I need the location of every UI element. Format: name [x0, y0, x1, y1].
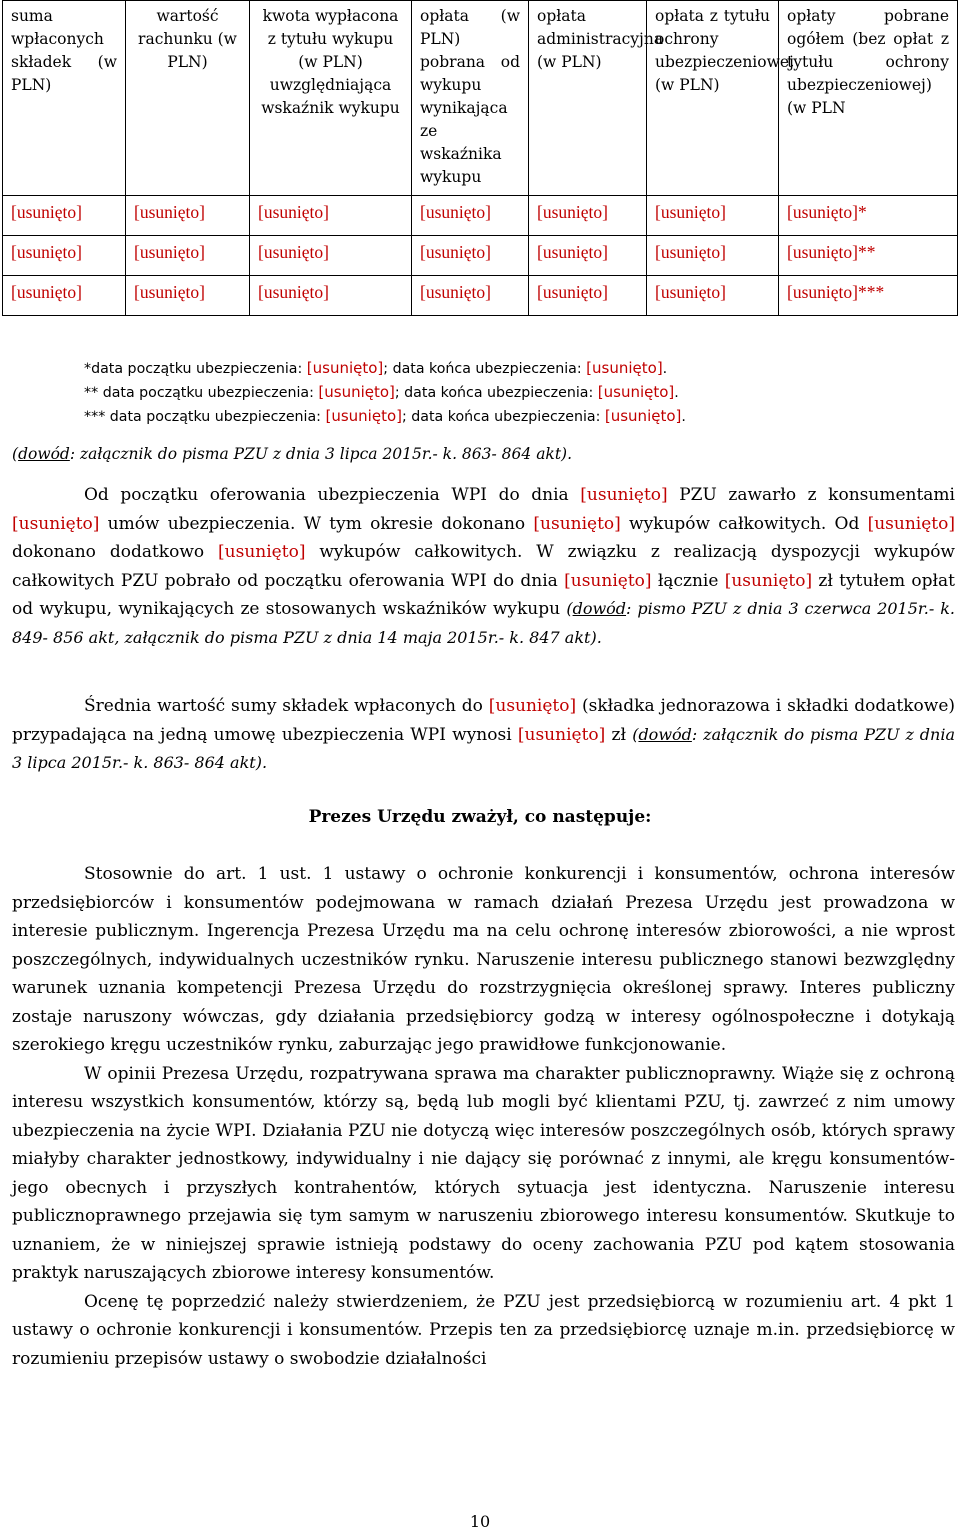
page-number: 10 — [469, 1512, 491, 1531]
header-total-fees: opłaty pobrane ogółem (bez opłat z tytułu ochrony ubezpieczeniowej) (w PLN — [779, 1, 958, 196]
paragraph-5: Ocenę tę poprzedzić należy stwierdzeniem, że PZU jest przedsiębiorcą w rozumieniu art. 4 pkt 1 ustawy o ochronie konkurencji i konsumentów. Przepis ten za przedsiębiorcę uznaje m.in. przedsiębiorcę w rozumieniu przepisów ustawy o swobodzie działalności — [12, 1291, 955, 1369]
footnote: ** data początku ubezpieczenia: [usunięto]; data końca ubezpieczenia: [usunięto]. — [84, 383, 679, 401]
table-cell: [usunięto] — [3, 276, 126, 316]
paragraph-2: Średnia wartość sumy składek wpłaconych do [usunięto] (składka jednorazowa i składki dodatkowe) przypadająca na jedną umowę ubezpieczenia WPI wynosi [usunięto] zł (dowód: załącznik do pisma PZU z dnia 3 lipca 2015r.- k. 863- 864 akt). — [12, 696, 956, 772]
paragraph-4: W opinii Prezesa Urzędu, rozpatrywana sprawa ma charakter publicznoprawny. Wiąże się z ochroną interesu wszystkich konsumentów, którzy są, będą lub mogli być klientami PZU, tj. zawrzeć z nim umowy ubezpieczenia na życie WPI. Działania PZU nie dotyczą więc interesów poszczególnych osób, których sprawy miałyby charakter jednostkowy, indywidualny i nie dający się porównać z innymi, ale kręgu konsumentów-jego obecnych i przyszłych kontrahentów, których sytuacja jest identyczna. Naruszenie interesu publicznoprawnego przejawia się tym samym w naruszeniu zbiorowego interesu konsumentów. Skutkuje to uznaniem, że w niniejszej sprawie istnieją podstawy do oceny zachowania PZU pod kątem stosowania praktyk naruszających zbiorowe interesy konsumentów. — [12, 1063, 955, 1283]
table-cell: [usunięto] — [412, 236, 529, 276]
table-row — [3, 276, 958, 316]
table-cell: [usunięto] — [529, 196, 647, 236]
header-sum-premiums: suma wpłaconych składek (w PLN) — [3, 1, 126, 196]
table-cell: [usunięto]** — [779, 236, 958, 276]
table-cell: [usunięto] — [529, 276, 647, 316]
table-cell: [usunięto] — [647, 196, 779, 236]
header-surrender-fee: opłata (w PLN) pobrana od wykupu wynikająca ze wskaźnika wykupu — [412, 1, 529, 196]
header-admin-fee: opłata administracyjna (w PLN) — [529, 1, 647, 196]
table-cell: [usunięto] — [126, 236, 250, 276]
paragraph-1: Od początku oferowania ubezpieczenia WPI do dnia [usunięto] PZU zawarło z konsumentami [usunięto] umów ubezpieczenia. W tym okresie dokonano [usunięto] wykupów całkowitych. Od [usunięto] dokonano dodatkowo [usunięto] wykupów całkowitych. W związku z realizacją dyspozycji wykupów całkowitych PZU pobrało od początku oferowania WPI do dnia [usunięto] łącznie [usunięto] zł tytułem opłat od wykupu, wynikających ze stosowanych wskaźników wykupu (dowód: pismo PZU z dnia 3 czerwca 2015r.- k. 849- 856 akt, załącznik do pisma PZU z dnia 14 maja 2015r.- k. 847 akt). — [12, 485, 955, 647]
table-cell: [usunięto] — [250, 236, 412, 276]
paragraph-3: Stosownie do art. 1 ust. 1 ustawy o ochronie konkurencji i konsumentów, ochrona interesów przedsiębiorców i konsumentów podejmowana w ramach działań Prezesa Urzędu jest prowadzona w interesie publicznym. Ingerencja Prezesa Urzędu ma na celu ochronę interesów zbiorowości, a nie wprost poszczególnych, indywidualnych uczestników rynku. Naruszenie interesu publicznego stanowi bezwzględny warunek uznania kompetencji Prezesa Urzędu do rozstrzygnięcia określonej sprawy. Interes publiczny zostaje naruszony wówczas, gdy działania przedsiębiorcy godzą w interesy ogólnospołeczne i dotykają szerokiego kręgu uczestników rynku, zaburzając jego prawidłowe funkcjonowanie. W opinii Prezesa Urzędu, rozpatrywana sprawa ma charakter publicznoprawny. Wiąże się z ochroną interesu wszystkich konsumentów, którzy są, będą lub mogli być klientami PZU, tj. zawrzeć z nim umowy ubezpieczenia na życie WPI. Działania PZU nie dotyczą więc interesów poszczególnych osób, których sprawy miałyby charakter jednostkowy, indywidualny i nie dający się porównać z innymi, ale kręgu konsumentów-jego obecnych i przyszłych kontrahentów, których sytuacja jest identyczna. Naruszenie interesu publicznoprawnego przejawia się tym samym w naruszeniu zbiorowego interesu konsumentów. Skutkuje to uznaniem, że w niniejszej sprawie istnieją podstawy do oceny zachowania PZU pod kątem stosowania praktyk naruszających zbiorowe interesy konsumentów. Ocenę tę poprzedzić należy stwierdzeniem, że PZU jest przedsiębiorcą w rozumieniu art. 4 pkt 1 ustawy o ochronie konkurencji i konsumentów. Przepis ten za przedsiębiorcę uznaje m.in. przedsiębiorcę w rozumieniu przepisów ustawy o swobodzie działalności — [12, 860, 955, 1373]
section-heading: Prezes Urzędu zważył, co następuje: — [308, 807, 652, 827]
footnote: *** data początku ubezpieczenia: [usunięto]; data końca ubezpieczenia: [usunięto]. — [84, 407, 686, 425]
header-payout: kwota wypłacona z tytułu wykupu (w PLN) uwzględniająca wskaźnik wykupu — [250, 1, 412, 196]
table-cell: [usunięto] — [3, 236, 126, 276]
charges-table — [2, 0, 958, 316]
table-cell: [usunięto] — [126, 276, 250, 316]
table-cell: [usunięto] — [250, 276, 412, 316]
evidence-citation: (dowód: załącznik do pisma PZU z dnia 3 lipca 2015r.- k. 863- 864 akt). — [12, 445, 573, 463]
table-cell: [usunięto] — [250, 196, 412, 236]
table-cell: [usunięto] — [647, 276, 779, 316]
table-cell: [usunięto] — [647, 236, 779, 276]
table-cell: [usunięto] — [412, 196, 529, 236]
header-account-value: wartość rachunku (w PLN) — [126, 1, 250, 196]
header-protection-fee: opłata z tytułu ochrony ubezpieczeniowej (w PLN) — [647, 1, 779, 196]
footnote: *data początku ubezpieczenia: [usunięto]; data końca ubezpieczenia: [usunięto]. — [84, 359, 668, 377]
table-cell: [usunięto] — [126, 196, 250, 236]
table-cell: [usunięto] — [3, 196, 126, 236]
table-cell: [usunięto] — [529, 236, 647, 276]
footnotes — [84, 357, 944, 429]
table-cell: [usunięto]*** — [779, 276, 958, 316]
table-cell: [usunięto] — [412, 276, 529, 316]
table-row — [3, 236, 958, 276]
table-header-row — [3, 1, 958, 196]
table-cell: [usunięto]* — [779, 196, 958, 236]
table-row — [3, 196, 958, 236]
